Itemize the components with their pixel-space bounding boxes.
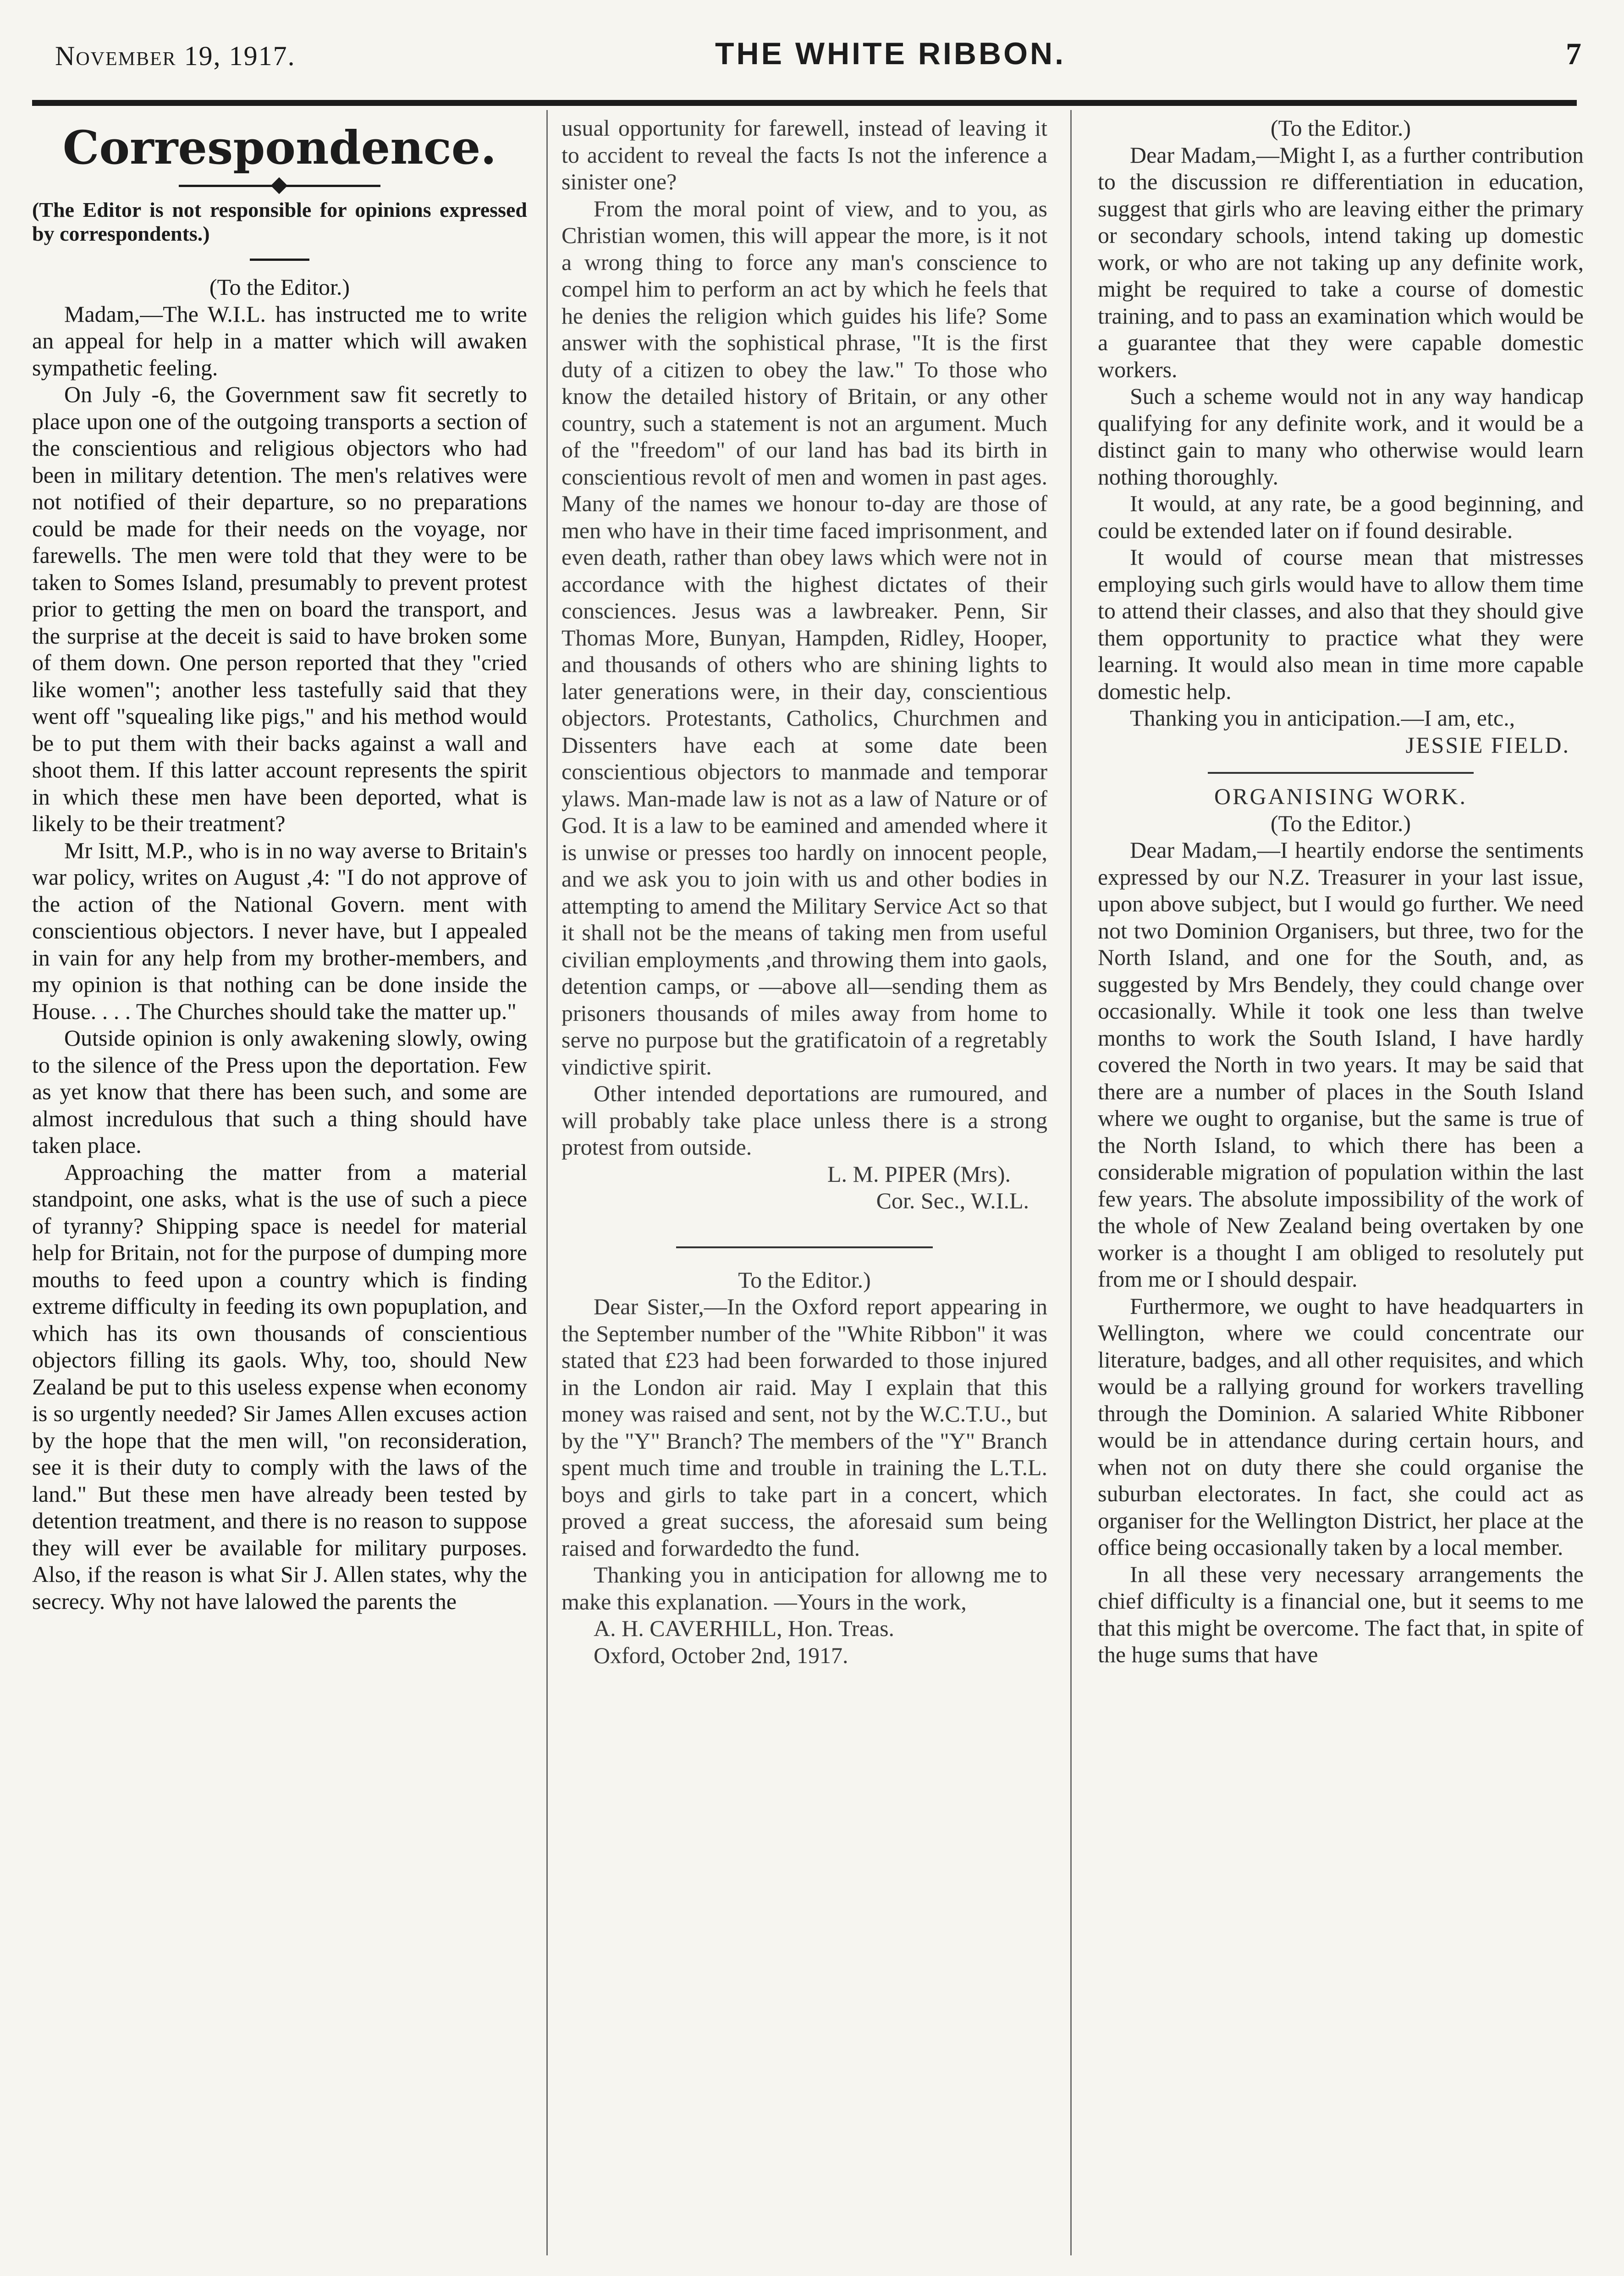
paragraph: Dear Madam,—Might I, as a further contribution to the discussion re differentiation in education, suggest that girls who are leaving either the primary or secondary schools, intend taking up domestic work, or who are not taking up any definite work, might be required to take a course of domestic training, and to pass an examination which would be a guarantee that they were capable domestic workers. bbox=[1098, 142, 1584, 382]
column-2 bbox=[562, 115, 1047, 1669]
editor-disclaimer: (The Editor is not responsible for opinions expressed by correspondents.) bbox=[32, 198, 527, 245]
column-3 bbox=[1098, 115, 1584, 1668]
divider bbox=[1208, 772, 1474, 774]
salutation-heading: (To the Editor.) bbox=[1270, 115, 1411, 141]
paragraph: It would of course mean that mistresses employing such girls would have to allow them time to attend their classes, and also that they should give them opportunity to practice what they were learning. It would also mean in time more capable domestic help. bbox=[1098, 544, 1584, 704]
column-divider bbox=[1070, 110, 1072, 2255]
paragraph: Madam,—The W.I.L. has instructed me to write an appeal for help in a matter which will awaken sympathetic feeling. bbox=[32, 301, 527, 380]
paragraph: In all these very necessary arrangements the chief difficulty is a financial one, but it seems to me that this might be overcome. The fact that, in spite of the huge sums that have bbox=[1098, 1561, 1584, 1667]
header-rule bbox=[32, 100, 1577, 106]
signature-title: Cor. Sec., W.I.L. bbox=[876, 1188, 1029, 1213]
salutation-heading: (To the Editor.) bbox=[1270, 810, 1411, 836]
column-1 bbox=[32, 115, 527, 1615]
page-number: 7 bbox=[1566, 36, 1581, 71]
section-heading: Correspondence. bbox=[62, 121, 497, 175]
place-date: Oxford, October 2nd, 1917. bbox=[594, 1642, 848, 1668]
paragraph: From the moral point of view, and to you, as Christian women, this will appear the more, is it not a wrong thing to force any man's conscience to compel him to perform an act by which he feels that he denies the religion which guides his life? Some answer with the sophistical phrase, "It is the first duty of a citizen to obey the law." To those who know the detailed history of Britain, or any other country, such a statement is not an argument. Much of the "freedom" of our land has bad its birth in conscientious revolt of men and women in past ages. Many of the names we honour to-day are those of men who have in their time faced imprisonment, and even death, rather than obey laws which were not in accordance with the highest dictates of their consciences. Jesus was a lawbreaker. Penn, Sir Thomas More, Bunyan, Hampden, Ridley, Hooper, and thousands of others who are shining lights to later generations were, in their day, conscientious objectors. Protestants, Catholics, Churchmen and Dissenters have each at some date been conscientious objectors to manmade and temporar ylaws. Man-made law is not as a law of Nature or of God. It is a law to be eamined and amended where it is unwise or presses too hardly on innocent people, and we ask you to join with us and other bodies in attempting to amend the Military Service Act so that it shall not be the means of taking men from useful civilian employments ,and throwing them into gaols, detention camps, or —above all—sending them as prisoners thousands of miles away from home to serve no purpose but the gratificatoin of a regretably vindictive spirit. bbox=[562, 195, 1047, 1080]
paragraph: Furthermore, we ought to have headquarters in Wellington, where we could concentrate our literature, badges, and all other requisites, and which would be a rallying ground for workers travelling through the Dominion. A salaried White Ribboner would be in attendance during certain hours, and when not on duty there she could organise the suburban electorates. In fact, she could act as organiser for the Wellington District, her place at the office being occasionally taken by a local member. bbox=[1098, 1293, 1584, 1560]
ornamental-rule bbox=[179, 178, 380, 193]
paragraph: Approaching the matter from a material standpoint, one asks, what is the use of such a piece of tyranny? Shipping space is needel for material help for Britain, not for the purpose of dumping more mouths to feed upon a country which is finding extreme difficulty in feeding its own popuplation, and which has its own thousands of conscientious objectors filling its gaols. Why, too, should New Zealand be put to this useless expense when economy is so urgently needed? Sir James Allen excuses action by the hope that the men will, "on reconsideration, see it is their duty to comply with the laws of the land." But these men have already been tested by detention treatment, and there is no reason to suppose they will ever be available for military purposes. Also, if the reason is what Sir J. Allen states, why the secrecy. Why not have lalowed the parents the bbox=[32, 1159, 527, 1614]
paragraph: Dear Madam,—I heartily endorse the sentiments expressed by our N.Z. Treasurer in your last issue, upon above subject, but I would go further. We need not two Dominion Organisers, but three, two for the North Island, and one for the South, and, as suggested by Mrs Bendely, they could change over occasionally. While it took one less than twelve months to work the South Island, I have hardly covered the North in two years. It may be said that there are a number of places in the South Island where we ought to organise, but the same is true of the North Island, to which there has been a considerable migration of population within the last few years. The absolute impossibility of the work of the whole of New Zealand being overtaken by one worker is a thought I am obliged to resolutely put from me or I should despair. bbox=[1098, 837, 1584, 1292]
paragraph: Outside opinion is only awakening slowly, owing to the silence of the Press upon the deportation. Few as yet know that there has been such, and some are almost incredulous that such a thing should have taken place. bbox=[32, 1025, 527, 1158]
signature-name: JESSIE FIELD. bbox=[1405, 732, 1570, 758]
salutation-heading: To the Editor.) bbox=[738, 1267, 871, 1293]
article-title: ORGANISING WORK. bbox=[1214, 783, 1467, 809]
paragraph: Other intended deportations are rumoured, and will probably take place unless there is a strong protest from outside. bbox=[562, 1080, 1047, 1160]
publication-title: THE WHITE RIBBON. bbox=[715, 36, 1066, 71]
paragraph: Thanking you in anticipation for allowng me to make this explanation. —Yours in the work, bbox=[562, 1562, 1047, 1615]
column-divider bbox=[546, 110, 548, 2255]
divider bbox=[676, 1246, 933, 1248]
page-header bbox=[55, 36, 1581, 86]
paragraph: Thanking you in anticipation.—I am, etc., bbox=[1130, 705, 1515, 731]
divider bbox=[250, 259, 309, 261]
signature-name: A. H. CAVERHILL, Hon. Treas. bbox=[594, 1615, 895, 1641]
paragraph: It would, at any rate, be a good beginning, and could be extended later on if found desirable. bbox=[1098, 490, 1584, 543]
salutation-heading: (To the Editor.) bbox=[209, 274, 350, 300]
paragraph: On July -6, the Government saw fit secretly to place upon one of the outgoing transports a section of the conscientious and religious objectors who had been in military detention. The men's relatives were not notified of their departure, so no preparations could be made for their needs on the voyage, nor farewells. The men were told that they were to be taken to Somes Island, presumably to prevent protest prior to getting the men on board the transport, and the surprise at the deceit is said to have broken some of them down. One person reported that they "cried like women"; another less tastefully said that they went off "squealing like pigs," and his method would be to put them with their backs against a wall and shoot them. If this latter account represents the spirit in which these men have been deported, what is likely to be their treatment? bbox=[32, 381, 527, 836]
issue-date: November 19, 1917. bbox=[55, 41, 296, 71]
signature-name: L. M. PIPER (Mrs). bbox=[827, 1161, 1011, 1187]
paragraph: usual opportunity for farewell, instead of leaving it to accident to reveal the facts Is not the inference a sinister one? bbox=[562, 115, 1047, 194]
paragraph: Dear Sister,—In the Oxford report appearing in the September number of the "White Ribbon" it was stated that £23 had been forwarded to those injured in the London air raid. May I explain that this money was raised and sent, not by the W.C.T.U., but by the "Y" Branch? The members of the "Y" Branch spent much time and trouble in training the L.T.L. boys and girls to take part in a concert, which proved a great success, the aforesaid sum being raised and forwardedto the fund. bbox=[562, 1294, 1047, 1561]
paragraph: Mr Isitt, M.P., who is in no way averse to Britain's war policy, writes on August ,4: "I do not approve of the action of the National Govern. ment with conscientious objectors. I never have, but I appealed in vain for any help from my brother-members, and my opinion is that nothing can be done inside the House. . . . The Churches should take the matter up." bbox=[32, 837, 527, 1024]
paragraph: Such a scheme would not in any way handicap qualifying for any definite work, and it would be a distinct gain to many who otherwise would learn nothing thoroughly. bbox=[1098, 383, 1584, 490]
